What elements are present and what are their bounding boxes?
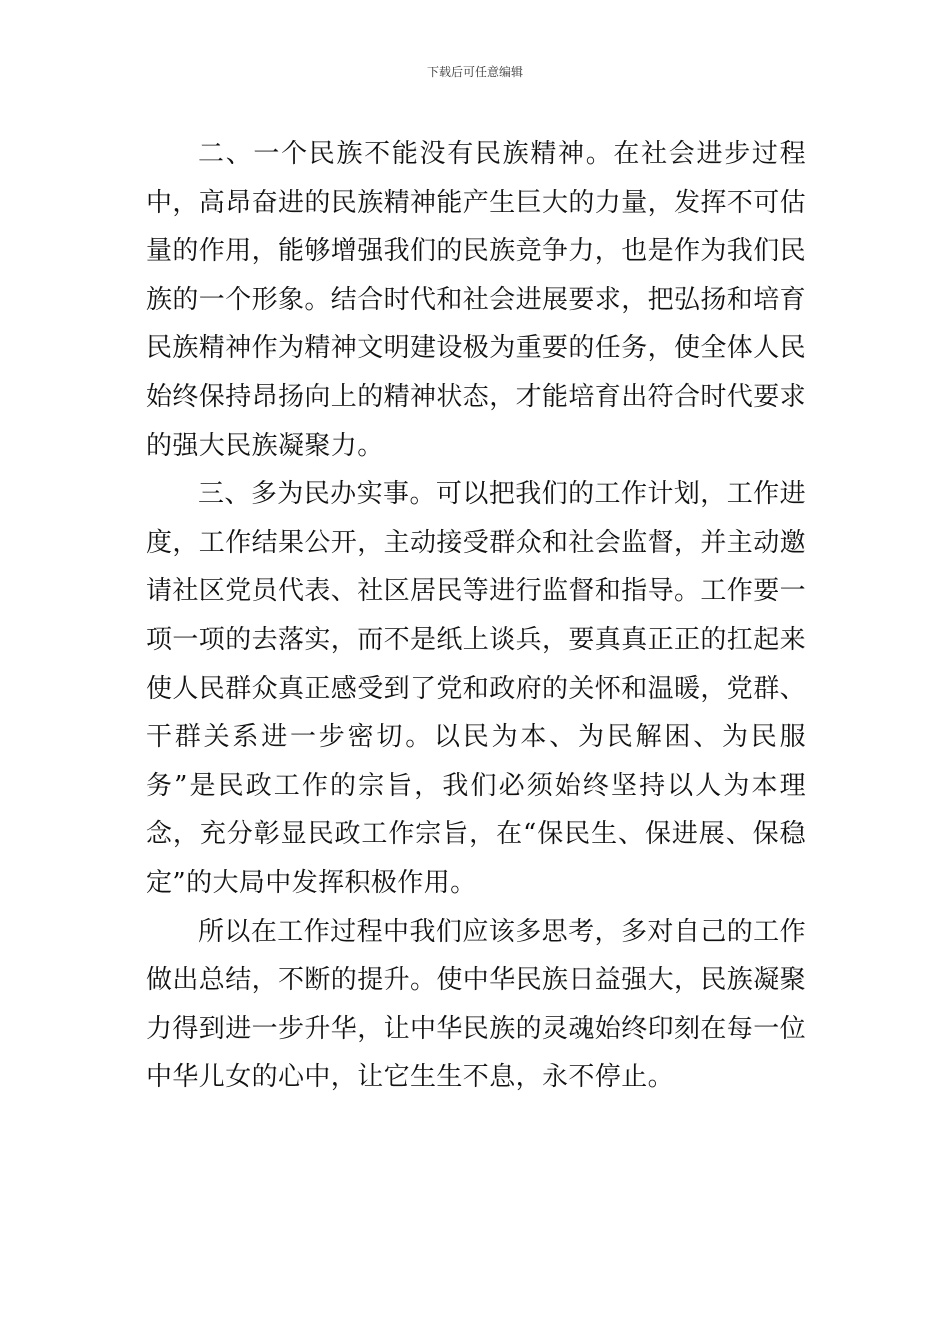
- paragraph-practical-work: 三、多为民办实事。可以把我们的工作计划，工作进度，工作结果公开，主动接受群众和社会监督，并主动邀请社区党员代表、社区居民等进行监督和指导。工作要一项一项的去落实，而不是纸上谈兵，要真真正正的扛起来使人民群众真正感受到了党和政府的关怀和温暖，党群、干群关系进一步密切。以民为本、为民解困、为民服务”是民政工作的宗旨，我们必须始终坚持以人为本理念，充分彰显民政工作宗旨，在“保民生、保进展、保稳定”的大局中发挥积极作用。: [146, 479, 807, 898]
- paragraph-conclusion: 所以在工作过程中我们应该多思考，多对自己的工作做出总结，不断的提升。使中华民族日益强大，民族凝聚力得到进一步升华，让中华民族的灵魂始终印刻在每一位中华儿女的心中，让它生生不息，永不停止。: [146, 916, 807, 1093]
- page-header: 下载后可任意编辑: [426, 65, 523, 79]
- document-body: [146, 130, 806, 1102]
- paragraph-spirit: 二、一个民族不能没有民族精神。在社会进步过程中，高昂奋进的民族精神能产生巨大的力量，发挥不可估量的作用，能够增强我们的民族竞争力，也是作为我们民族的一个形象。结合时代和社会进展要求，把弘扬和培育民族精神作为精神文明建设极为重要的任务，使全体人民始终保持昂扬向上的精神状态，才能培育出符合时代要求的强大民族凝聚力。: [146, 139, 807, 461]
